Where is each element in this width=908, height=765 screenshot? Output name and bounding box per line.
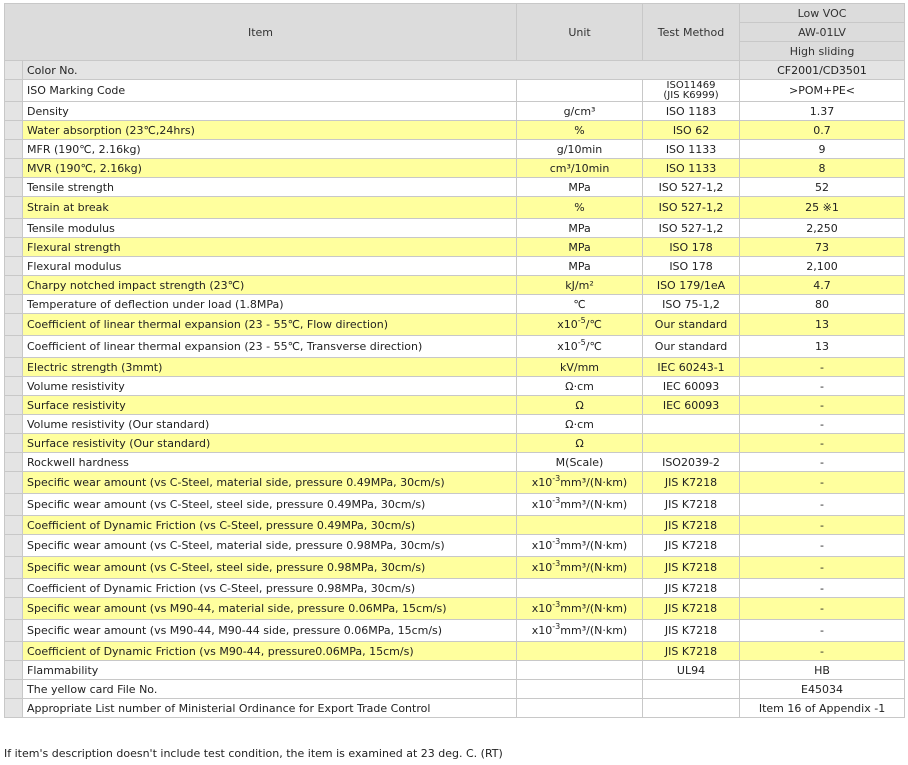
row-item: Tensile modulus: [23, 219, 517, 238]
row-item: Volume resistivity (Our standard): [23, 415, 517, 434]
row-item: Appropriate List number of Ministerial Ordinance for Export Trade Control: [23, 699, 517, 718]
row-value: 2,250: [740, 219, 905, 238]
row-marker: [5, 472, 23, 494]
row-item: Surface resistivity (Our standard): [23, 434, 517, 453]
row-unit: [517, 642, 643, 661]
table-row: [5, 557, 905, 579]
table-row: [5, 314, 905, 336]
row-unit: kJ/m²: [517, 276, 643, 295]
row-marker: [5, 314, 23, 336]
row-item: Flexural strength: [23, 238, 517, 257]
row-marker: [5, 121, 23, 140]
row-test-method: JIS K7218: [643, 472, 740, 494]
row-value: -: [740, 396, 905, 415]
header-grade-line-3: High sliding: [740, 42, 905, 61]
row-item: Coefficient of linear thermal expansion (23 - 55℃, Transverse direction): [23, 336, 517, 358]
row-marker: [5, 257, 23, 276]
row-value: 73: [740, 238, 905, 257]
table-row: [5, 415, 905, 434]
row-item: Specific wear amount (vs C-Steel, steel side, pressure 0.98MPa, 30cm/s): [23, 557, 517, 579]
table-row: [5, 257, 905, 276]
row-unit: $x10^{-5}/℃$: [517, 314, 643, 336]
row-value: 9: [740, 140, 905, 159]
row-marker: [5, 661, 23, 680]
row-test-method: JIS K7218: [643, 535, 740, 557]
row-unit: [517, 516, 643, 535]
row-item: Coefficient of linear thermal expansion (23 - 55℃, Flow direction): [23, 314, 517, 336]
row-test-method: IEC 60243-1: [643, 358, 740, 377]
table-row: [5, 472, 905, 494]
row-test-method: JIS K7218: [643, 620, 740, 642]
row-value: 4.7: [740, 276, 905, 295]
row-test-method: [643, 699, 740, 718]
row-marker: [5, 453, 23, 472]
row-test-method: IEC 60093: [643, 377, 740, 396]
row-value: Item 16 of Appendix -1: [740, 699, 905, 718]
row-value: -: [740, 642, 905, 661]
row-marker: [5, 238, 23, 257]
row-unit: g/10min: [517, 140, 643, 159]
row-unit: kV/mm: [517, 358, 643, 377]
table-row: [5, 295, 905, 314]
table-row: [5, 680, 905, 699]
row-value: E45034: [740, 680, 905, 699]
row-value: -: [740, 535, 905, 557]
row-item: Water absorption (23℃,24hrs): [23, 121, 517, 140]
row-value: 0.7: [740, 121, 905, 140]
table-row: [5, 642, 905, 661]
row-marker: [5, 102, 23, 121]
row-marker: [5, 396, 23, 415]
row-unit: ℃: [517, 295, 643, 314]
row-value: 13: [740, 314, 905, 336]
table-row: [5, 535, 905, 557]
row-value: HB: [740, 661, 905, 680]
row-test-method: JIS K7218: [643, 642, 740, 661]
footnote: If item's description doesn't include test condition, the item is examined at 23 deg. C. (RT): [4, 747, 503, 760]
row-test-method: ISO 1183: [643, 102, 740, 121]
row-marker: [5, 620, 23, 642]
table-row: [5, 579, 905, 598]
row-value: 52: [740, 178, 905, 197]
row-test-method: [643, 680, 740, 699]
row-value: -: [740, 620, 905, 642]
table-row: [5, 434, 905, 453]
row-marker: [5, 434, 23, 453]
row-value: CF2001/CD3501: [740, 61, 905, 80]
row-unit: Ω: [517, 396, 643, 415]
row-test-method: ISO 1133: [643, 140, 740, 159]
row-marker: [5, 219, 23, 238]
row-marker: [5, 699, 23, 718]
table-row: [5, 396, 905, 415]
row-item: Electric strength (3mmt): [23, 358, 517, 377]
row-value: 13: [740, 336, 905, 358]
table-row: [5, 219, 905, 238]
table-row: [5, 61, 905, 80]
row-value: -: [740, 453, 905, 472]
row-item: Coefficient of Dynamic Friction (vs M90-44, pressure0.06MPa, 15cm/s): [23, 642, 517, 661]
row-test-method: ISO 527-1,2: [643, 197, 740, 219]
header-unit: Unit: [517, 4, 643, 61]
row-item: Tensile strength: [23, 178, 517, 197]
row-value: -: [740, 434, 905, 453]
row-item: Charpy notched impact strength (23℃): [23, 276, 517, 295]
row-item: Flexural modulus: [23, 257, 517, 276]
row-test-method: ISO 62: [643, 121, 740, 140]
table-row: [5, 598, 905, 620]
row-item: Specific wear amount (vs M90-44, M90-44 side, pressure 0.06MPa, 15cm/s): [23, 620, 517, 642]
row-marker: [5, 140, 23, 159]
row-value: -: [740, 579, 905, 598]
header-test-method: Test Method: [643, 4, 740, 61]
row-unit: $x10^{-3}mm^3/(N\cdot km)$: [517, 620, 643, 642]
row-test-method: ISO2039-2: [643, 453, 740, 472]
row-unit: %: [517, 197, 643, 219]
row-test-method: [643, 434, 740, 453]
table-row: [5, 197, 905, 219]
properties-table: [4, 3, 905, 718]
row-item: Color No.: [23, 61, 740, 80]
row-test-method: Our standard: [643, 336, 740, 358]
row-unit: [517, 680, 643, 699]
row-marker: [5, 642, 23, 661]
table-body: [5, 61, 905, 718]
row-test-method: ISO 178: [643, 238, 740, 257]
row-value: 1.37: [740, 102, 905, 121]
row-value: 8: [740, 159, 905, 178]
row-item: Flammability: [23, 661, 517, 680]
row-test-method: ISO 75-1,2: [643, 295, 740, 314]
row-item: ISO Marking Code: [23, 80, 517, 102]
row-item: Temperature of deflection under load (1.8MPa): [23, 295, 517, 314]
row-unit: $x10^{-3}mm^3/(N\cdot km)$: [517, 598, 643, 620]
row-item: Coefficient of Dynamic Friction (vs C-Steel, pressure 0.49MPa, 30cm/s): [23, 516, 517, 535]
row-marker: [5, 159, 23, 178]
row-unit: Ω·cm: [517, 415, 643, 434]
row-marker: [5, 295, 23, 314]
row-item: Density: [23, 102, 517, 121]
row-value: 2,100: [740, 257, 905, 276]
row-item: Strain at break: [23, 197, 517, 219]
row-unit: [517, 80, 643, 102]
row-marker: [5, 276, 23, 295]
row-unit: [517, 579, 643, 598]
row-value: -: [740, 415, 905, 434]
row-unit: $x10^{-3}mm^3/(N\cdot km)$: [517, 494, 643, 516]
header-grade-line-2: AW-01LV: [740, 23, 905, 42]
table-row: [5, 661, 905, 680]
table-row: [5, 699, 905, 718]
row-value: -: [740, 598, 905, 620]
table-row: [5, 238, 905, 257]
row-test-method: [643, 415, 740, 434]
row-value: -: [740, 557, 905, 579]
row-marker: [5, 516, 23, 535]
row-unit: MPa: [517, 257, 643, 276]
header-grade-line-1: Low VOC: [740, 4, 905, 23]
row-marker: [5, 494, 23, 516]
row-test-method: JIS K7218: [643, 598, 740, 620]
row-unit: MPa: [517, 178, 643, 197]
table-row: [5, 516, 905, 535]
row-value: 25 ※1: [740, 197, 905, 219]
row-unit: Ω: [517, 434, 643, 453]
row-test-method: IEC 60093: [643, 396, 740, 415]
row-value: -: [740, 494, 905, 516]
row-unit: $x10^{-3}mm^3/(N\cdot km)$: [517, 557, 643, 579]
table-row: [5, 102, 905, 121]
row-unit: MPa: [517, 219, 643, 238]
row-test-method: UL94: [643, 661, 740, 680]
row-unit: M(Scale): [517, 453, 643, 472]
row-value: -: [740, 472, 905, 494]
row-value: >POM+PE<: [740, 80, 905, 102]
table-row: [5, 276, 905, 295]
table-row: [5, 80, 905, 102]
table-row: [5, 494, 905, 516]
row-item: Specific wear amount (vs C-Steel, material side, pressure 0.49MPa, 30cm/s): [23, 472, 517, 494]
row-unit: cm³/10min: [517, 159, 643, 178]
row-marker: [5, 178, 23, 197]
row-test-method: ISO 1133: [643, 159, 740, 178]
row-unit: $x10^{-3}mm^3/(N\cdot km)$: [517, 535, 643, 557]
row-item: Specific wear amount (vs M90-44, material side, pressure 0.06MPa, 15cm/s): [23, 598, 517, 620]
row-test-method: JIS K7218: [643, 494, 740, 516]
row-unit: Ω·cm: [517, 377, 643, 396]
table-row: [5, 140, 905, 159]
table-row: [5, 178, 905, 197]
row-test-method: JIS K7218: [643, 579, 740, 598]
row-marker: [5, 415, 23, 434]
row-marker: [5, 557, 23, 579]
table-row: [5, 121, 905, 140]
row-item: Rockwell hardness: [23, 453, 517, 472]
row-marker: [5, 535, 23, 557]
row-item: The yellow card File No.: [23, 680, 517, 699]
row-item: Specific wear amount (vs C-Steel, material side, pressure 0.98MPa, 30cm/s): [23, 535, 517, 557]
row-item: MFR (190℃, 2.16kg): [23, 140, 517, 159]
row-value: -: [740, 377, 905, 396]
row-value: -: [740, 516, 905, 535]
row-test-method: ISO 179/1eA: [643, 276, 740, 295]
row-marker: [5, 377, 23, 396]
table-row: [5, 159, 905, 178]
row-item: MVR (190℃, 2.16kg): [23, 159, 517, 178]
row-unit: [517, 699, 643, 718]
row-item: Surface resistivity: [23, 396, 517, 415]
table-row: [5, 336, 905, 358]
row-test-method: JIS K7218: [643, 516, 740, 535]
row-value: 80: [740, 295, 905, 314]
row-marker: [5, 680, 23, 699]
table-row: [5, 453, 905, 472]
row-marker: [5, 579, 23, 598]
row-unit: %: [517, 121, 643, 140]
row-marker: [5, 80, 23, 102]
row-test-method: Our standard: [643, 314, 740, 336]
row-marker: [5, 197, 23, 219]
row-item: Specific wear amount (vs C-Steel, steel side, pressure 0.49MPa, 30cm/s): [23, 494, 517, 516]
row-marker: [5, 358, 23, 377]
row-marker: [5, 598, 23, 620]
table-row: [5, 358, 905, 377]
row-value: -: [740, 358, 905, 377]
row-test-method: ISO 178: [643, 257, 740, 276]
row-marker: [5, 61, 23, 80]
row-marker: [5, 336, 23, 358]
material-properties-panel: [4, 3, 904, 718]
row-item: Coefficient of Dynamic Friction (vs C-Steel, pressure 0.98MPa, 30cm/s): [23, 579, 517, 598]
table-row: [5, 377, 905, 396]
row-test-method: ISO 527-1,2: [643, 178, 740, 197]
header-item: Item: [5, 4, 517, 61]
row-item: Volume resistivity: [23, 377, 517, 396]
row-unit: g/cm³: [517, 102, 643, 121]
row-test-method: ISO 527-1,2: [643, 219, 740, 238]
row-test-method: ISO11469 (JIS K6999): [643, 80, 740, 102]
row-unit: $x10^{-3}mm^3/(N\cdot km)$: [517, 472, 643, 494]
row-unit: $x10^{-5}/℃$: [517, 336, 643, 358]
table-row: [5, 620, 905, 642]
row-test-method: JIS K7218: [643, 557, 740, 579]
row-unit: [517, 661, 643, 680]
row-unit: MPa: [517, 238, 643, 257]
